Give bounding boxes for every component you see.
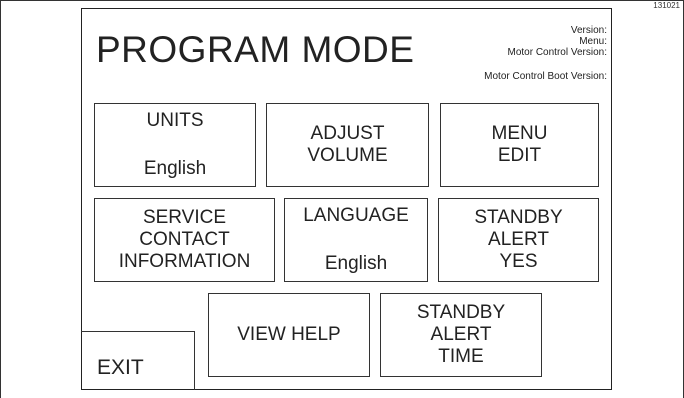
standby-alert-time-line1: STANDBY [416,302,506,323]
view-help-label: VIEW HELP [237,324,341,345]
view-help-button[interactable] [208,293,370,377]
standby-alert-time-line3: TIME [438,346,484,367]
standby-alert-line1: STANDBY [474,207,563,228]
adjust-volume-button[interactable] [266,103,429,187]
service-contact-line1: SERVICE [142,207,227,228]
standby-alert-time-line2: ALERT [430,324,492,345]
units-value: English [143,158,207,179]
units-label: UNITS [146,110,204,131]
page-frame-left [0,0,1,398]
service-contact-information-button[interactable] [94,198,275,282]
page-title: PROGRAM MODE [96,29,415,70]
program-mode-screen [81,8,612,390]
exit-button[interactable] [81,331,195,390]
figure-id: 131021 [653,1,680,10]
motor-control-boot-version-label: Motor Control Boot Version: [484,71,607,82]
language-value: English [324,253,388,274]
version-label: Version: [570,25,607,36]
exit-label: EXIT [97,356,144,379]
units-button[interactable] [94,103,256,187]
page-frame-top [0,0,684,1]
adjust-volume-line2: VOLUME [307,145,388,166]
service-contact-line3: INFORMATION [118,251,251,272]
menu-edit-line2: EDIT [497,145,542,166]
standby-alert-time-button[interactable] [380,293,542,377]
menu-edit-line1: MENU [491,123,548,144]
service-contact-line2: CONTACT [139,229,230,250]
standby-alert-button[interactable] [438,198,599,282]
adjust-volume-line1: ADJUST [310,123,385,144]
language-button[interactable] [284,198,428,282]
version-info [508,25,608,58]
menu-edit-button[interactable] [440,103,599,187]
standby-alert-line2: ALERT [488,229,549,250]
motor-control-version-label: Motor Control Version: [507,47,607,58]
language-label: LANGUAGE [303,205,409,226]
menu-version-label: Menu: [579,36,607,47]
standby-alert-value: YES [499,251,538,272]
